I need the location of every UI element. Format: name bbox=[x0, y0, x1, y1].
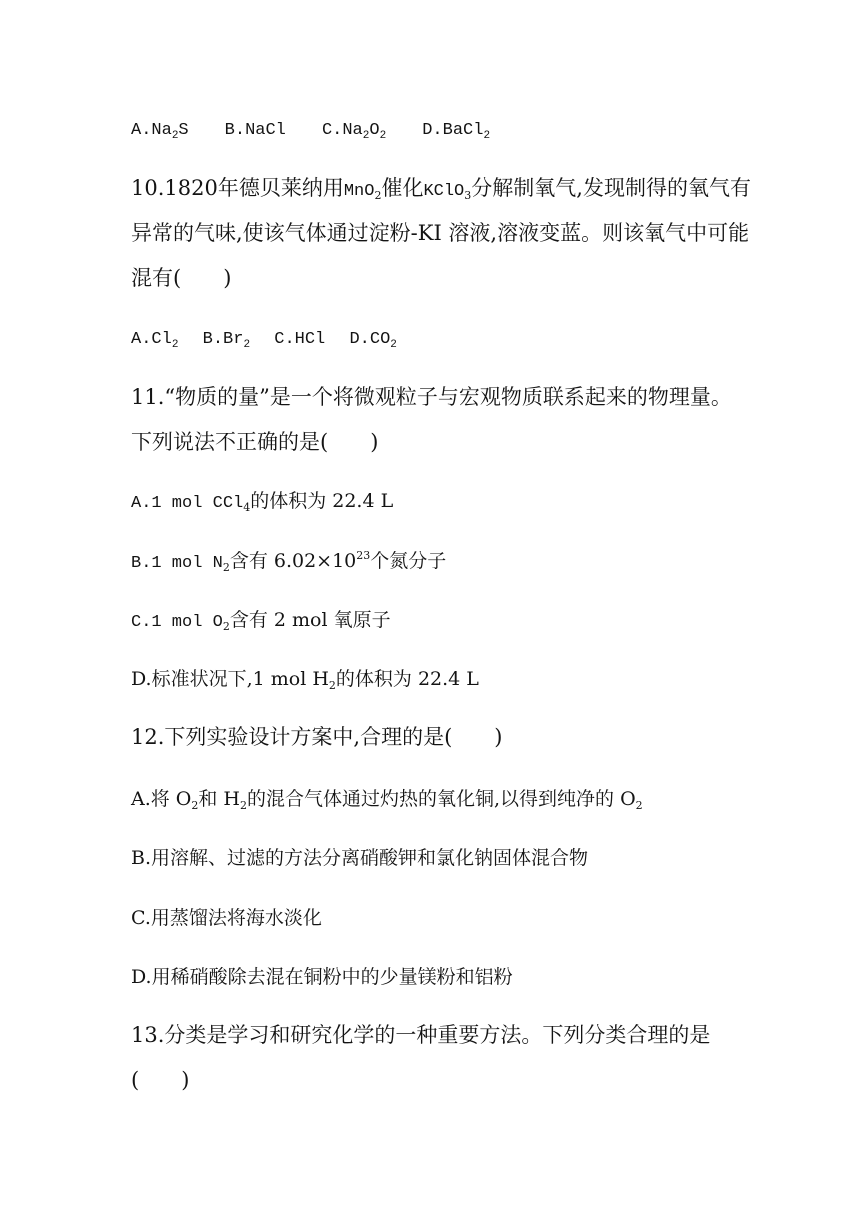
q10-option-c: C.HCl bbox=[274, 330, 326, 349]
q12-option-b: B.用溶解、过滤的方法分离硝酸钾和氯化钠固体混合物 bbox=[131, 847, 589, 869]
q10-stem-line3: 混有( ) bbox=[131, 266, 232, 290]
q10-stem-line1: 10.1820年德贝莱纳用MnO$_2$催化KClO$_3$分解制氧气,发现制得的氧气有 bbox=[131, 176, 751, 202]
q10-stem-line2: 异常的气味,使该气体通过淀粉-KI 溶液,溶液变蓝。则该氧气中可能 bbox=[131, 221, 750, 245]
q12-option-a: A.将 $O_2$和 $H_2$的混合气体通过灼热的氧化铜,以得到纯净的 $O_2$ bbox=[131, 788, 643, 812]
q11-option-a: A.1 mol CCl$_4$的体积为 22.4 L bbox=[131, 490, 394, 514]
q11-option-b: B.1 mol $N_2$含有 $6.02\times 10^{23}$个氮分子 bbox=[131, 549, 447, 574]
q13-stem-line2: ( ) bbox=[131, 1068, 190, 1092]
q10-option-b: $B.Br_2$ bbox=[202, 330, 251, 351]
q13-stem-line1: 13.分类是学习和研究化学的一种重要方法。下列分类合理的是 bbox=[131, 1023, 711, 1047]
q9-option-d: D.BaCl$_2$ bbox=[422, 121, 491, 142]
q10-option-d: $D.CO_2$ bbox=[349, 330, 397, 351]
q9-option-c: $C.Na_2O_2$ bbox=[321, 121, 387, 142]
q11-option-c: C.1 mol $O_2$含有 2 mol 氧原子 bbox=[131, 609, 391, 633]
q12-stem: 12.下列实验设计方案中,合理的是( ) bbox=[131, 725, 503, 749]
q11-option-d: D.标准状况下,1 mol $H_2$的体积为 22.4 L bbox=[131, 668, 479, 692]
q9-options bbox=[131, 116, 490, 143]
q11-stem-line1: 11.“物质的量”是一个将微观粒子与宏观物质联系起来的物理量。 bbox=[131, 385, 732, 409]
q10-options bbox=[131, 328, 397, 352]
q9-option-b: B.NaCl bbox=[224, 121, 286, 140]
q11-stem-line2: 下列说法不正确的是( ) bbox=[131, 430, 379, 454]
q10-option-a: $A.Cl_2$ bbox=[131, 330, 179, 351]
q12-option-c: C.用蒸馏法将海水淡化 bbox=[131, 907, 322, 929]
q9-option-a: $A.Na_2S$ bbox=[131, 121, 189, 142]
q12-option-d: D.用稀硝酸除去混在铜粉中的少量镁粉和铝粉 bbox=[131, 966, 513, 988]
